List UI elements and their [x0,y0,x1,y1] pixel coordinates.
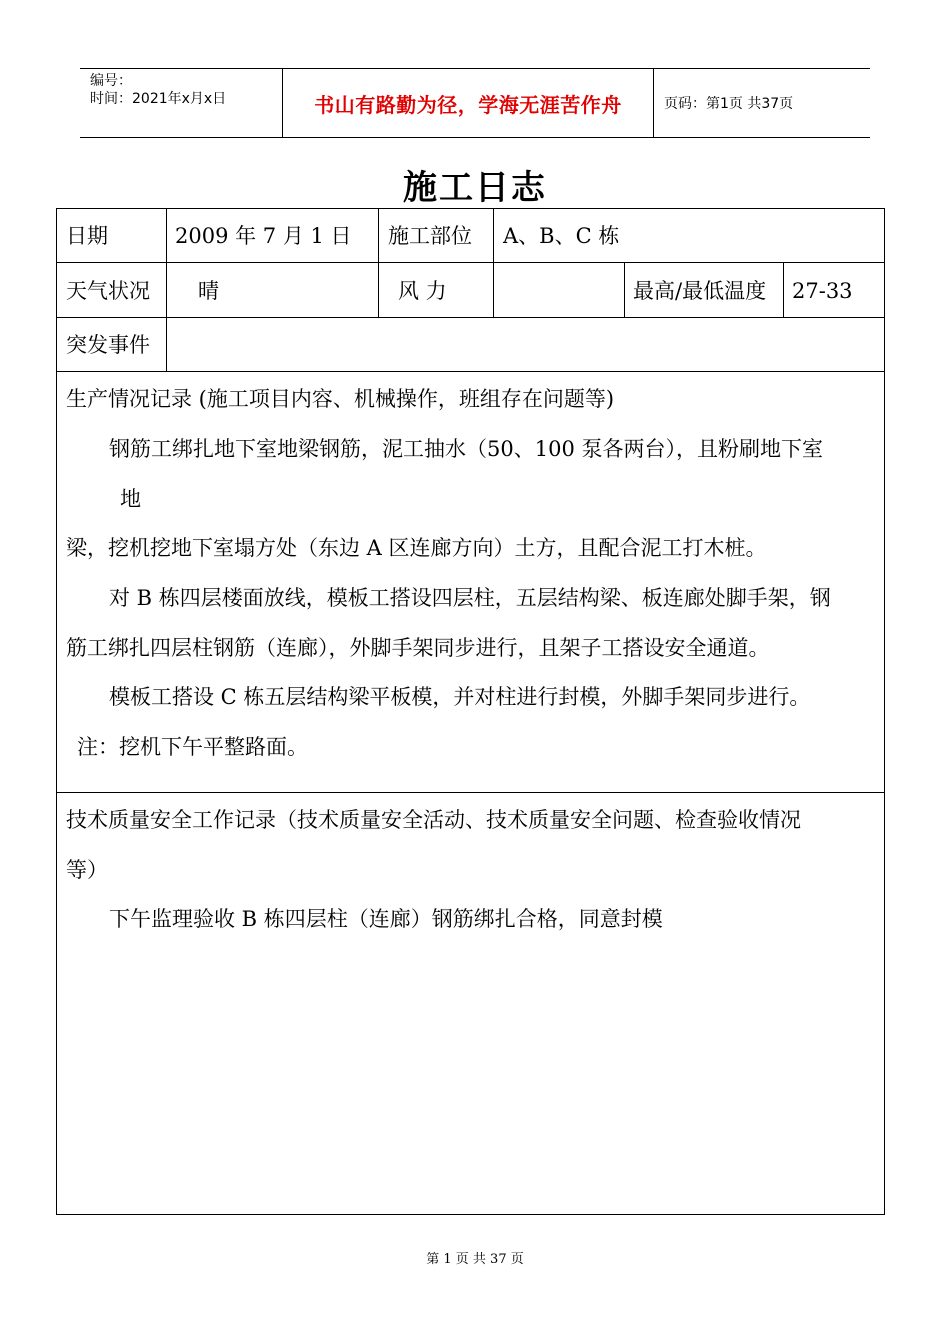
row-divider [56,317,885,318]
col-divider [166,208,167,317]
date-value: 2009 年 7 月 1 日 [175,224,352,248]
row-divider [56,262,885,263]
incident-label: 突发事件 [66,333,150,357]
production-heading: 生产情况记录 (施工项目内容、机械操作，班组存在问题等) [66,387,615,411]
weather-value: 晴 [198,279,219,303]
production-note: 注：挖机下午平整路面。 [77,735,308,759]
motto-text: 书山有路勤为径，学海无涯苦作舟 [314,92,622,117]
quality-heading: 技术质量安全工作记录（技术质量安全活动、技术质量安全问题、检查验收情况 [66,808,801,832]
date-label: 日期 [66,224,108,248]
header-motto-cell [282,69,654,137]
header-meta [80,69,282,137]
col-divider [378,208,379,317]
header-page-info [654,69,870,137]
production-line: 梁，挖机挖地下室塌方处（东边 A 区连廊方向）土方，且配合泥工打木桩。 [66,536,767,560]
log-table [56,208,885,1215]
production-line: 地 [120,487,141,511]
time-label: 时间：2021年x月x日 [90,91,227,107]
col-divider [493,208,494,317]
temperature-label: 最高/最低温度 [633,279,767,303]
production-line: 对 B 栋四层楼面放线，模板工搭设四层柱，五层结构梁、板连廊处脚手架，钢 [109,586,831,610]
col-divider [783,262,784,317]
document-header [80,68,870,138]
col-divider [624,262,625,317]
temperature-value: 27-33 [792,279,853,303]
production-line: 筋工绑扎四层柱钢筋（连廊），外脚手架同步进行，且架子工搭设安全通道。 [66,636,770,660]
number-label: 编号： [90,73,132,89]
quality-content: 下午监理验收 B 栋四层柱（连廊）钢筋绑扎合格，同意封模 [109,907,663,931]
wind-label: 风 力 [398,279,447,303]
location-label: 施工部位 [388,224,472,248]
weather-label: 天气状况 [66,279,150,303]
quality-heading-cont: 等） [66,858,108,882]
col-divider [166,317,167,371]
page-footer: 第 1 页 共 37 页 [426,1252,524,1267]
production-line: 模板工搭设 C 栋五层结构梁平板模，并对柱进行封模，外脚手架同步进行。 [109,685,811,709]
location-value: A、B、C 栋 [503,224,620,248]
row-divider [56,371,885,372]
production-line: 钢筋工绑扎地下室地梁钢筋，泥工抽水（50、100 泵各两台），且粉刷地下室 [109,437,823,461]
page-title: 施工日志 [403,168,547,208]
row-divider [56,792,885,793]
page-info-text: 页码：第1页 共37页 [664,96,794,112]
